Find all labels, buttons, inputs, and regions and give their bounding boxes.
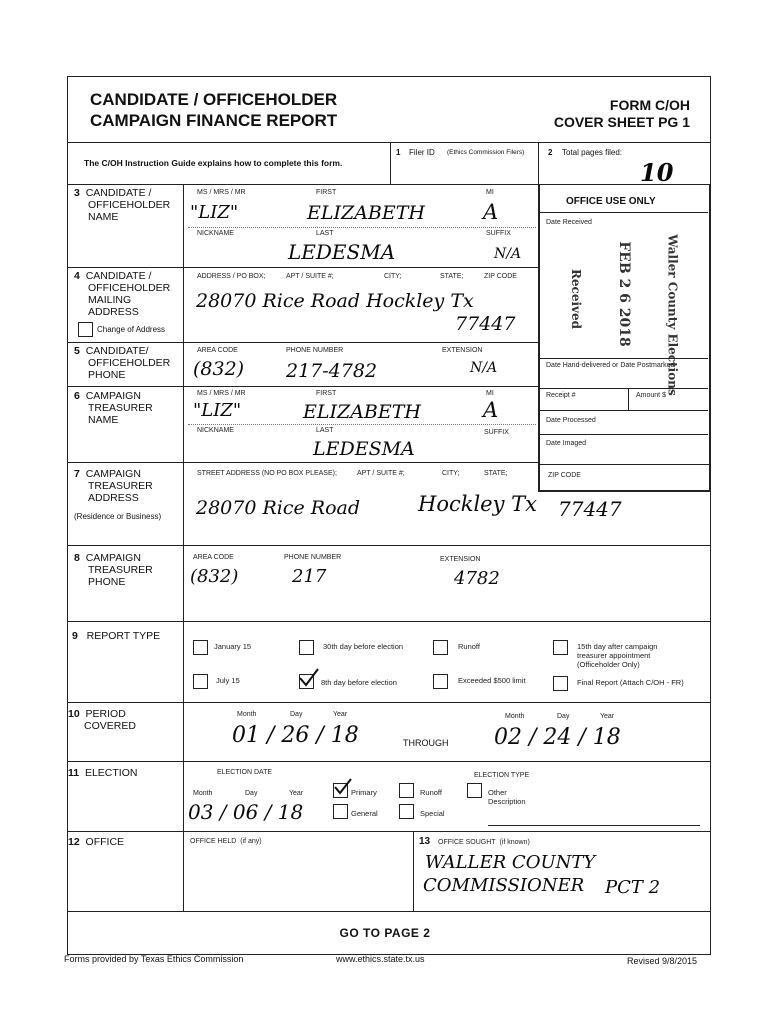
form-id-line1: FORM C/OH (609, 97, 690, 113)
filer-id-num: 1 (396, 148, 401, 157)
election-general-checkbox[interactable] (333, 804, 348, 819)
rule (538, 464, 709, 465)
election-year-label: Year (289, 790, 304, 797)
report-runoff-label: Runoff (458, 642, 480, 651)
rule (538, 358, 708, 359)
report-runoff-checkbox[interactable] (433, 640, 448, 655)
to-year-label: Year (600, 713, 615, 720)
treasurer-mi-value: A (483, 398, 499, 422)
extension-label: EXTENSION (442, 347, 483, 354)
change-of-address-checkbox[interactable] (78, 322, 93, 337)
filer-id-label: Filer ID (409, 148, 435, 157)
total-pages-value: 10 (640, 158, 674, 187)
form-title-line1: CANDIDATE / OFFICEHOLDER (90, 90, 338, 109)
candidate-extension-value: N/A (470, 360, 498, 376)
report-final-checkbox[interactable] (553, 676, 568, 691)
report-jan15-label: January 15 (214, 642, 252, 651)
rule (67, 831, 710, 832)
treasurer-street-value: 28070 Rice Road (196, 497, 361, 519)
from-year-label: Year (333, 711, 348, 718)
report-jul15-checkbox[interactable] (193, 674, 208, 689)
rule (67, 342, 538, 343)
treasurer-last-value: LEDESMA (313, 438, 415, 460)
filer-id-sublabel: (Ethics Commission Filers) (447, 149, 525, 156)
from-month-label: Month (237, 711, 257, 718)
zip-label: ZIP CODE (484, 273, 517, 280)
area-code-label: AREA CODE (197, 347, 238, 354)
section-10-label: 10 PERIOD COVERED (68, 708, 136, 732)
report-30th-day-checkbox[interactable] (299, 640, 314, 655)
suffix-label: SUFFIX (486, 230, 511, 237)
phone-number-label: PHONE NUMBER (286, 347, 344, 354)
receipt-label: Receipt # (546, 392, 576, 399)
office-sought-label: OFFICE SOUGHT (if known) (438, 839, 530, 846)
candidate-address-value: 28070 Rice Road Hockley Tx (196, 290, 474, 312)
report-jul15-label: July 15 (216, 676, 240, 685)
rule (67, 142, 710, 143)
period-from-value: 01 / 26 / 18 (232, 723, 359, 748)
mi-label: MI (486, 390, 494, 397)
first-label: FIRST (316, 189, 337, 196)
treasurer-first-value: ELIZABETH (303, 401, 421, 423)
office-sought-line1-value: WALLER COUNTY (425, 852, 596, 873)
footer-revised: Revised 9/8/2015 (627, 956, 698, 966)
total-pages-num: 2 (548, 148, 553, 157)
section-4-label: 4 CANDIDATE / OFFICEHOLDER MAILING ADDRESS (74, 270, 171, 318)
ms-mrs-mr-label: MS / MRS / MR (197, 390, 246, 397)
election-month-label: Month (193, 790, 213, 797)
candidate-suffix-value: N/A (494, 246, 522, 262)
change-of-address-label: Change of Address (97, 325, 166, 334)
election-runoff-label: Runoff (420, 788, 442, 797)
rule (67, 761, 710, 762)
rule (538, 388, 708, 389)
section-9-label: 9 REPORT TYPE (72, 630, 161, 642)
report-30th-day-label: 30th day before election (323, 642, 404, 651)
candidate-first-value: ELIZABETH (307, 202, 425, 224)
section-8-label: 8 CAMPAIGN TREASURER PHONE (74, 552, 153, 588)
apt-label: APT / SUITE #; (357, 470, 405, 477)
checkmark-icon (333, 778, 353, 796)
total-pages-label: Total pages filed: (562, 148, 623, 157)
election-date-value: 03 / 06 / 18 (188, 800, 304, 824)
to-month-label: Month (505, 713, 525, 720)
state-label: STATE; (440, 273, 464, 280)
rule (413, 831, 414, 911)
stamp-date: FEB 2 6 2018 (615, 241, 632, 347)
phone-number-label: PHONE NUMBER (284, 554, 342, 561)
election-special-label: Special (420, 809, 445, 818)
nickname-label: NICKNAME (197, 427, 234, 434)
rule (538, 142, 539, 184)
amount-label: Amount $ (636, 392, 666, 399)
rule (188, 424, 536, 425)
election-general-label: General (351, 809, 378, 818)
through-label: THROUGH (403, 738, 449, 748)
election-type-label: ELECTION TYPE (474, 772, 530, 779)
nickname-label: NICKNAME (197, 230, 234, 237)
treasurer-zip-value: 77447 (558, 497, 622, 521)
period-to-value: 02 / 24 / 18 (494, 725, 621, 750)
section-6-label: 6 CAMPAIGN TREASURER NAME (74, 390, 153, 426)
extension-label: EXTENSION (440, 556, 481, 563)
report-15th-day-checkbox[interactable] (553, 640, 568, 655)
election-primary-label: Primary (351, 788, 377, 797)
rule (67, 462, 538, 463)
report-final-label: Final Report (Attach C/OH - FR) (577, 678, 684, 687)
section-12-label: 12 OFFICE (68, 836, 125, 848)
election-day-label: Day (245, 790, 258, 797)
report-exceeded-checkbox[interactable] (433, 674, 448, 689)
rule (538, 434, 708, 435)
city-label: CITY; (384, 273, 402, 280)
street-address-label: STREET ADDRESS (NO PO BOX PLEASE); (197, 470, 337, 477)
address-label: ADDRESS / PO BOX; (197, 273, 266, 280)
form-title-line2: CAMPAIGN FINANCE REPORT (90, 111, 338, 130)
office-held-label: OFFICE HELD (if any) (190, 838, 262, 845)
rule (188, 227, 536, 228)
treasurer-city-state-value: Hockley Tx (418, 492, 537, 516)
date-imaged-label: Date Imaged (546, 440, 587, 447)
treasurer-area-code-value: (832) (190, 566, 239, 587)
report-8th-day-checkbox[interactable] (299, 674, 314, 689)
suffix-label: SUFFIX (484, 429, 509, 436)
rule (67, 386, 538, 387)
section-3-label: 3 CANDIDATE / OFFICEHOLDER NAME (74, 187, 171, 223)
residence-or-business-label: (Residence or Business) (74, 512, 162, 521)
office-use-title: OFFICE USE ONLY (566, 196, 656, 207)
from-day-label: Day (290, 711, 303, 718)
date-hand-delivered-label: Date Hand-delivered or Date Postmarked (546, 362, 675, 369)
candidate-area-code-value: (832) (193, 358, 245, 380)
treasurer-phone-value: 217 (292, 566, 327, 587)
treasurer-extension-value: 4782 (454, 568, 500, 589)
rule (67, 621, 710, 622)
election-date-label: ELECTION DATE (217, 769, 273, 776)
area-code-label: AREA CODE (193, 554, 234, 561)
candidate-last-value: LEDESMA (288, 240, 396, 264)
rule (183, 184, 184, 911)
form-id-line2: COVER SHEET PG 1 (553, 114, 690, 130)
office-sought-pct-value: PCT 2 (605, 877, 661, 898)
rule (67, 702, 710, 703)
to-day-label: Day (557, 713, 570, 720)
stamp-received: Received (569, 268, 584, 330)
section-7-label: 7 CAMPAIGN TREASURER ADDRESS (74, 468, 153, 504)
footer-website: www.ethics.state.tx.us (336, 954, 425, 964)
last-label: LAST (316, 230, 334, 237)
date-processed-label: Date Processed (546, 417, 596, 424)
state-label: STATE; (484, 470, 508, 477)
go-to-page-2: GO TO PAGE 2 (339, 926, 431, 940)
section-13-num: 13 (419, 836, 431, 847)
candidate-phone-value: 217-4782 (286, 360, 378, 382)
report-8th-day-label: 8th day before election (321, 678, 397, 687)
other-description-line (488, 825, 700, 826)
report-jan15-checkbox[interactable] (193, 640, 208, 655)
city-label: CITY; (442, 470, 460, 477)
rule (67, 911, 710, 912)
rule (390, 142, 391, 184)
election-runoff-checkbox[interactable] (399, 783, 414, 798)
report-15th-day-label: 15th day after campaign treasurer appointment (Officeholder Only) (577, 642, 658, 669)
rule (538, 212, 708, 213)
rule (67, 545, 710, 546)
apt-label: APT / SUITE #; (286, 273, 334, 280)
treasurer-nickname-value: "LIZ" (193, 400, 242, 421)
mi-label: MI (486, 189, 494, 196)
ms-mrs-mr-label: MS / MRS / MR (197, 189, 246, 196)
election-other-label: Other Description (488, 788, 526, 806)
candidate-mi-value: A (483, 200, 499, 224)
checkmark-icon (298, 667, 320, 687)
date-received-label: Date Received (546, 219, 592, 226)
section-11-label: 11 ELECTION (68, 767, 138, 779)
footer-provider: Forms provided by Texas Ethics Commission (64, 954, 244, 964)
candidate-nickname-value: "LIZ" (190, 202, 239, 223)
first-label: FIRST (316, 390, 337, 397)
election-primary-checkbox[interactable] (333, 783, 348, 798)
rule (67, 267, 538, 268)
intro-text: The C/OH Instruction Guide explains how to complete this form. (84, 158, 343, 168)
election-other-checkbox[interactable] (467, 783, 482, 798)
election-special-checkbox[interactable] (399, 804, 414, 819)
report-exceeded-label: Exceeded $500 limit (458, 676, 526, 685)
office-sought-line2-value: COMMISSIONER (423, 875, 585, 896)
stamp-county: Waller County Elections (665, 234, 680, 396)
candidate-zip-value: 77447 (455, 313, 516, 335)
rule (628, 388, 629, 410)
section-5-label: 5 CANDIDATE/ OFFICEHOLDER PHONE (74, 345, 171, 381)
rule (538, 410, 708, 411)
last-label: LAST (316, 427, 334, 434)
zip-label: ZIP CODE (548, 472, 581, 479)
